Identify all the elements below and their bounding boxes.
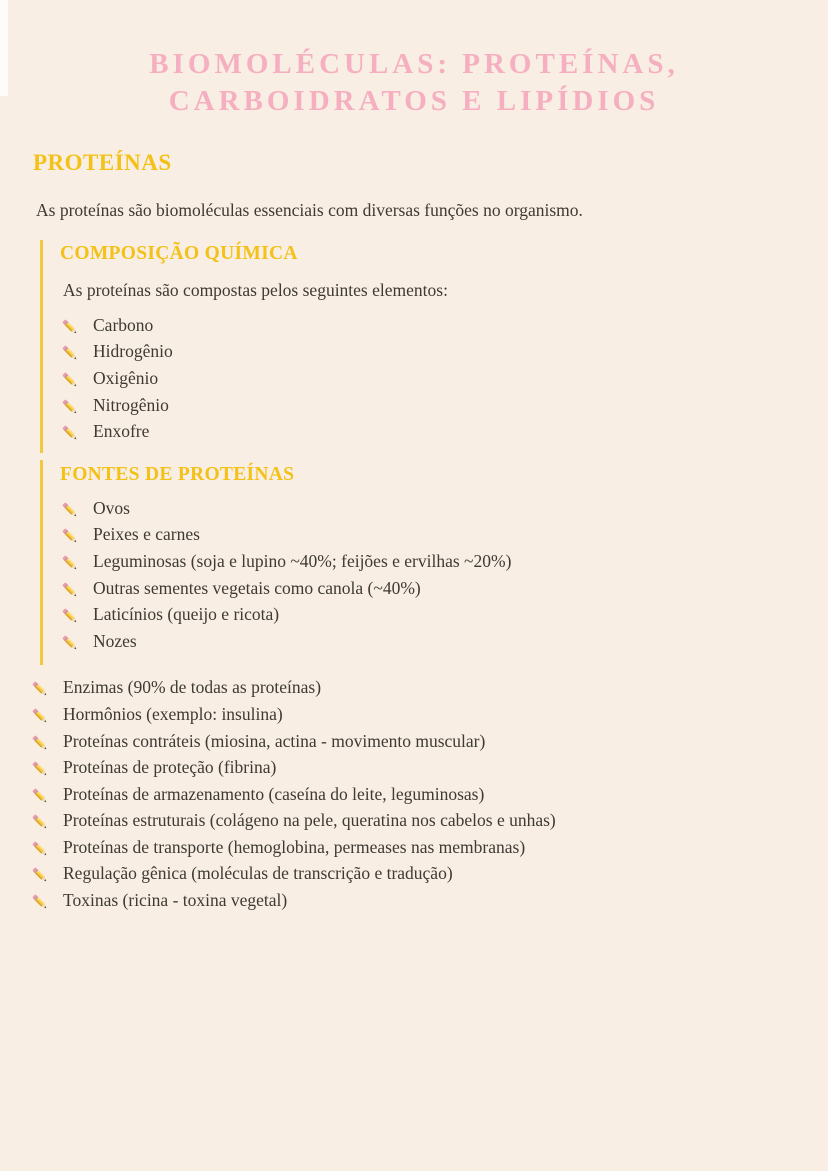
pencil-icon — [30, 865, 51, 886]
subsection-heading-fontes: FONTES DE PROTEÍNAS — [60, 463, 295, 485]
pencil-icon — [60, 397, 81, 418]
list-item-text: Ovos — [93, 497, 130, 518]
pencil-icon — [60, 423, 81, 444]
list-item-text: Proteínas de transporte (hemoglobina, permeases nas membranas) — [63, 836, 526, 857]
page-title-line1: BIOMOLÉCULAS: PROTEÍNAS, — [149, 48, 679, 80]
list-item-text: Enzimas (90% de todas as proteínas) — [63, 677, 322, 698]
list-item — [30, 861, 828, 888]
pencil-icon — [30, 892, 51, 913]
list-item-text: Outras sementes vegetais como canola (~40%) — [93, 577, 421, 598]
list-item-text: Laticínios (queijo e ricota) — [93, 604, 280, 625]
list-item — [30, 781, 828, 808]
list-item — [30, 675, 828, 702]
pencil-icon — [60, 526, 81, 547]
list-item — [30, 834, 828, 861]
fontes-proteinas-section — [40, 460, 828, 665]
funcoes-list — [30, 675, 828, 914]
section-heading-proteinas: PROTEÍNAS — [33, 150, 172, 175]
list-item — [30, 701, 828, 728]
list-item — [60, 495, 828, 522]
list-item-text: Hidrogênio — [93, 341, 173, 362]
list-item-text: Leguminosas (soja e lupino ~40%; feijões e ervilhas ~20%) — [93, 550, 512, 571]
list-item-text: Proteínas de proteção (fibrina) — [63, 757, 277, 778]
subsection-heading-composicao: COMPOSIÇÃO QUÍMICA — [60, 243, 298, 264]
list-item-text: Toxinas (ricina - toxina vegetal) — [63, 890, 288, 911]
list-item — [60, 418, 828, 445]
list-item-text: Hormônios (exemplo: insulina) — [63, 703, 283, 724]
pencil-icon — [60, 370, 81, 391]
list-item-text: Regulação gênica (moléculas de transcrição e tradução) — [63, 863, 453, 884]
list-item-text: Enxofre — [93, 421, 150, 442]
list-item — [60, 392, 828, 419]
page-title — [0, 0, 828, 120]
list-item — [60, 601, 828, 628]
composicao-intro-text: As proteínas são compostas pelos seguintes elementos: — [63, 280, 448, 300]
list-item-text: Nitrogênio — [93, 394, 169, 415]
pencil-icon — [30, 706, 51, 727]
pencil-icon — [60, 343, 81, 364]
list-item — [30, 808, 828, 835]
list-item — [60, 575, 828, 602]
fontes-list — [60, 495, 828, 655]
list-item — [60, 628, 828, 655]
list-item — [60, 548, 828, 575]
list-item — [60, 312, 828, 339]
pencil-icon — [30, 786, 51, 807]
list-item — [60, 365, 828, 392]
pencil-icon — [60, 317, 81, 338]
composicao-quimica-section — [40, 240, 828, 453]
list-item-text: Proteínas de armazenamento (caseína do leite, leguminosas) — [63, 783, 485, 804]
pencil-icon — [30, 733, 51, 754]
list-item — [30, 887, 828, 914]
list-item — [30, 754, 828, 781]
pencil-icon — [30, 759, 51, 780]
list-item-text: Peixes e carnes — [93, 524, 200, 545]
pencil-icon — [60, 500, 81, 521]
page-edge-strip — [0, 0, 8, 96]
list-item — [60, 339, 828, 366]
list-item-text: Carbono — [93, 314, 154, 335]
list-item-text: Oxigênio — [93, 367, 159, 388]
list-item — [30, 728, 828, 755]
pencil-icon — [30, 839, 51, 860]
pencil-icon — [60, 580, 81, 601]
pencil-icon — [60, 606, 81, 627]
page-title-line2: CARBOIDRATOS E LIPÍDIOS — [168, 85, 660, 117]
pencil-icon — [60, 633, 81, 654]
pencil-icon — [30, 812, 51, 833]
composicao-list — [60, 312, 828, 445]
list-item-text: Proteínas contráteis (miosina, actina - movimento muscular) — [63, 730, 486, 751]
pencil-icon — [60, 553, 81, 574]
list-item — [60, 522, 828, 549]
proteinas-intro-text: As proteínas são biomoléculas essenciais com diversas funções no organismo. — [36, 200, 583, 220]
list-item-text: Proteínas estruturais (colágeno na pele, queratina nos cabelos e unhas) — [63, 810, 556, 831]
pencil-icon — [30, 679, 51, 700]
list-item-text: Nozes — [93, 630, 137, 651]
